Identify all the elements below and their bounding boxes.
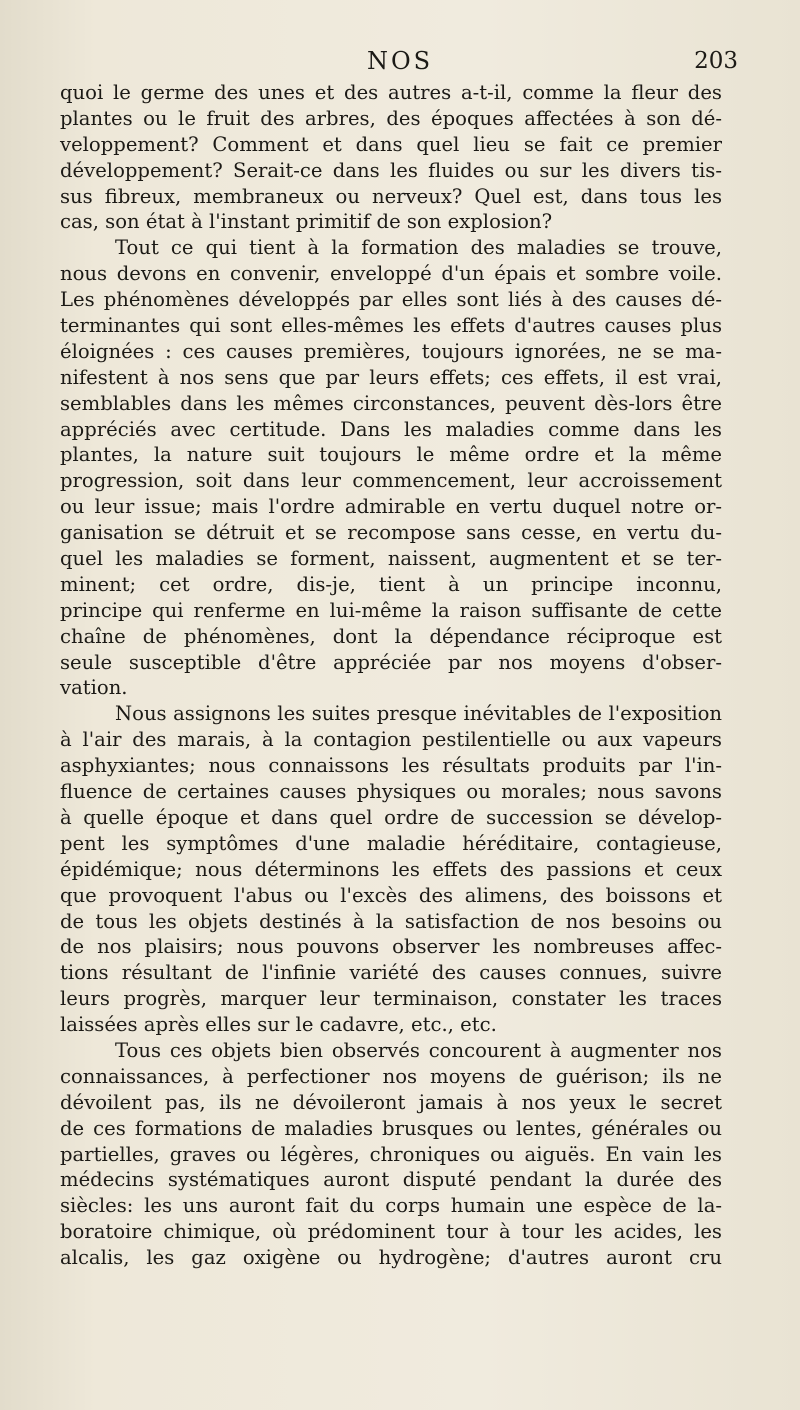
text-line: quel les maladies se forment, naissent, augmentent et se ter-: [60, 547, 722, 571]
text-line: asphyxiantes; nous connaissons les résultats produits par l'in-: [60, 754, 722, 778]
text-line: quoi le germe des unes et des autres a-t-il, comme la fleur des: [60, 81, 722, 104]
text-line: principe qui renferme en lui-même la raison suffisante de cette: [60, 598, 722, 622]
text-line: plantes ou le fruit des arbres, des époques affectées à son dé-: [60, 106, 722, 130]
text-line: de ces formations de maladies brusques ou lentes, générales ou: [60, 1116, 722, 1140]
text-line: Tous ces objets bien observés concourent à augmenter nos: [115, 1038, 722, 1062]
text-line: plantes, la nature suit toujours le même ordre et la même: [60, 443, 722, 467]
text-line: sus fibreux, membraneux ou nerveux? Quel est, dans tous les: [60, 184, 722, 208]
text-line: à l'air des marais, à la contagion pestilentielle ou aux vapeurs: [60, 728, 722, 752]
text-line: de nos plaisirs; nous pouvons observer les nombreuses affec-: [60, 935, 722, 959]
text-line: laissées après elles sur le cadavre, etc., etc.: [60, 1013, 497, 1037]
text-line: de tous les objets destinés à la satisfaction de nos besoins ou: [60, 909, 722, 933]
text-line: Les phénomènes développés par elles sont liés à des causes dé-: [60, 288, 722, 312]
text-line: Nous assignons les suites presque inévitables de l'exposition: [115, 702, 722, 726]
text-line: siècles: les uns auront fait du corps humain une espèce de la-: [60, 1194, 722, 1218]
text-line: minent; cet ordre, dis-je, tient à un principe inconnu,: [60, 572, 722, 596]
body-text: [60, 80, 722, 1271]
text-line: connaissances, à perfectioner nos moyens de guérison; ils ne: [60, 1064, 722, 1088]
text-line: cas, son état à l'instant primitif de son explosion?: [60, 210, 553, 234]
text-line: partielles, graves ou légères, chroniques ou aiguës. En vain les: [60, 1142, 722, 1166]
text-line: pent les symptômes d'une maladie héréditaire, contagieuse,: [60, 831, 722, 855]
text-line: progression, soit dans leur commencement, leur accroissement: [60, 469, 722, 493]
text-line: ou leur issue; mais l'ordre admirable en vertu duquel notre or-: [60, 495, 722, 519]
text-line: nifestent à nos sens que par leurs effets; ces effets, il est vrai,: [60, 365, 722, 389]
text-line: épidémique; nous déterminons les effets des passions et ceux: [60, 857, 722, 881]
text-line: dévoilent pas, ils ne dévoileront jamais à nos yeux le secret: [60, 1090, 722, 1114]
text-line: terminantes qui sont elles-mêmes les effets d'autres causes plus: [60, 314, 722, 338]
text-line: éloignées : ces causes premières, toujours ignorées, ne se ma-: [60, 339, 722, 363]
text-line: que provoquent l'abus ou l'excès des alimens, des boissons et: [60, 883, 722, 907]
text-line: veloppement? Comment et dans quel lieu se fait ce premier: [60, 132, 722, 156]
text-line: semblables dans les mêmes circonstances, peuvent dès-lors être: [60, 391, 722, 415]
text-line: fluence de certaines causes physiques ou morales; nous savons: [60, 780, 722, 804]
text-line: appréciés avec certitude. Dans les maladies comme dans les: [60, 417, 722, 441]
text-line: Tout ce qui tient à la formation des maladies se trouve,: [115, 236, 722, 260]
text-line: médecins systématiques auront disputé pendant la durée des: [60, 1168, 722, 1192]
text-line: tions résultant de l'infinie variété des causes connues, suivre: [60, 961, 722, 985]
text-line: leurs progrès, marquer leur terminaison, constater les traces: [60, 987, 722, 1011]
text-line: chaîne de phénomènes, dont la dépendance réciproque est: [60, 624, 722, 648]
page-number: 203: [694, 48, 738, 74]
text-line: à quelle époque et dans quel ordre de succession se dévelop-: [60, 805, 722, 829]
running-head: NOS: [366, 47, 434, 75]
text-line: seule susceptible d'être appréciée par nos moyens d'obser-: [60, 650, 722, 674]
text-line: nous devons en convenir, enveloppé d'un épais et sombre voile.: [60, 262, 722, 286]
text-line: ganisation se détruit et se recompose sans cesse, en vertu du-: [60, 521, 722, 545]
text-line: vation.: [60, 676, 128, 700]
text-line: boratoire chimique, où prédominent tour à tour les acides, les: [60, 1220, 722, 1244]
page-header: [0, 44, 800, 84]
text-line: alcalis, les gaz oxigène ou hydrogène; d'autres auront cru: [60, 1246, 722, 1270]
text-line: développement? Serait-ce dans les fluides ou sur les divers tis-: [60, 158, 722, 182]
